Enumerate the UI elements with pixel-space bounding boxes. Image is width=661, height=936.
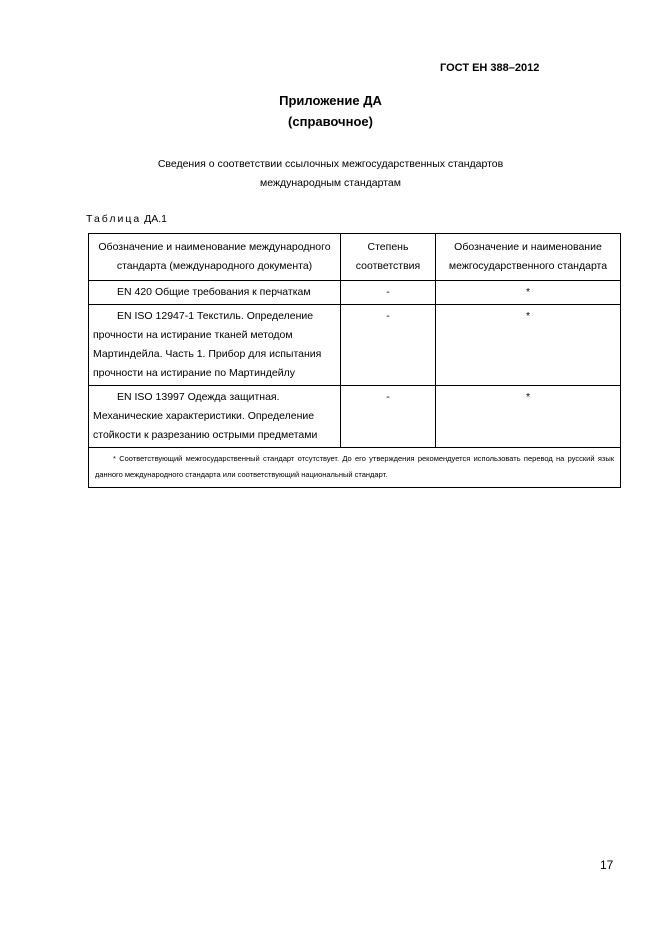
appendix-title: Приложение ДА <box>279 93 382 108</box>
cell-international: EN ISO 13997 Одежда защитная. Механические характеристики. Определение стойкости к разрезанию острыми предметами <box>89 386 341 448</box>
table-row <box>89 305 621 386</box>
table-label <box>86 213 167 225</box>
cell-degree: - <box>341 305 436 386</box>
cell-international: EN ISO 12947-1 Текстиль. Определение прочности на истирание тканей методом Мартиндейла. Часть 1. Прибор для испытания прочности на истирание по Мартиндейлу <box>89 305 341 386</box>
page-number: 17 <box>600 858 614 872</box>
table-footnote-row <box>89 448 621 488</box>
cell-international: EN 420 Общие требования к перчаткам <box>89 281 341 305</box>
header-interstate: Обозначение и наименование межгосударственного стандарта <box>436 234 621 281</box>
table-row <box>89 386 621 448</box>
document-code: ГОСТ ЕН 388–2012 <box>440 62 540 74</box>
table-label-number: ДА.1 <box>144 213 167 225</box>
intro-line-2: международным стандартам <box>260 177 401 189</box>
cell-interstate: * <box>436 305 621 386</box>
standards-table <box>88 233 621 488</box>
header-international: Обозначение и наименование международного стандарта (международного документа) <box>89 234 341 281</box>
cell-degree: - <box>341 386 436 448</box>
table-header-row <box>89 234 621 281</box>
cell-interstate: * <box>436 281 621 305</box>
table-row <box>89 281 621 305</box>
cell-degree: - <box>341 281 436 305</box>
appendix-subtitle: (справочное) <box>288 114 373 129</box>
table-footnote: * Соответствующий межгосударственный стандарт отсутствует. До его утверждения рекомендуется использовать перевод на русский язык данного международного стандарта или соответствующий национальный стандарт. <box>89 448 621 488</box>
intro-line-1: Сведения о соответствии ссылочных межгосударственных стандартов <box>157 158 504 170</box>
table-label-prefix: Таблица <box>86 213 142 225</box>
intro-text <box>0 155 661 193</box>
header-degree: Степень соответствия <box>341 234 436 281</box>
cell-interstate: * <box>436 386 621 448</box>
